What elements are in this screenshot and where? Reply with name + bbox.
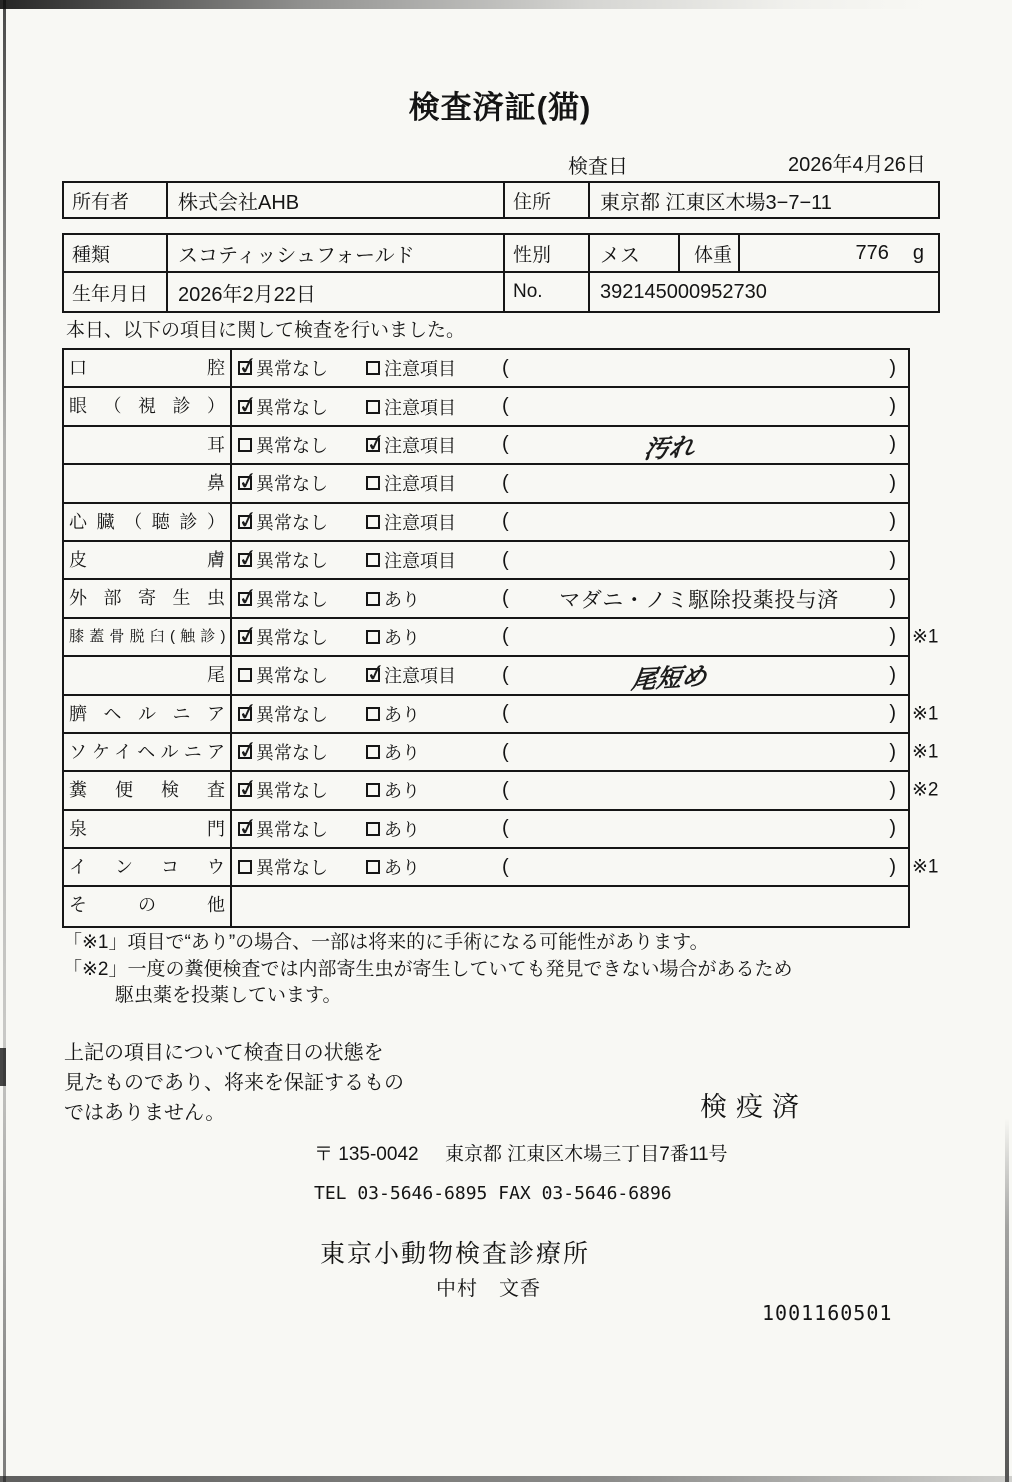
no-value: 392145000952730 [600,280,767,303]
attention-checkbox [366,400,380,414]
item-content [232,542,908,578]
owner-address-label: 住所 [505,183,590,217]
remarks-field [502,856,908,879]
paren-open: ( [502,740,509,763]
scan-artifact-left-edge [3,0,6,1482]
no-abnormality-checkbox [238,515,252,529]
checkbox-group-no-abnormality [238,547,366,573]
checkbox-group-attention [366,777,502,803]
inspection-row [64,887,908,925]
no-abnormality-label: 異常なし [256,781,328,802]
paren-close: ) [889,663,896,686]
attention-label: あり [384,781,420,802]
weight-unit: g [912,241,924,264]
attention-label: あり [384,589,420,610]
attention-checkbox [366,822,380,836]
owner-label: 所有者 [64,183,168,217]
owner-table [62,181,940,219]
item-name: 泉門 [64,811,232,847]
footnote-mark: ※1 [912,741,939,763]
attention-checkbox [366,707,380,721]
remarks-text: マダニ・ノミ駆除投薬投与済 [559,588,839,612]
birth-value: 2026年2月22日 [168,273,505,311]
paren-open: ( [502,663,509,686]
attention-label: あり [384,627,420,648]
attention-checkbox [366,476,380,490]
no-abnormality-label: 異常なし [256,551,328,572]
attention-checkbox [366,515,380,529]
inspection-date-label: 検査日 [568,156,628,178]
checkbox-group-no-abnormality [238,854,366,880]
checkbox-group-attention [366,470,502,496]
veterinarian-name: 中村 文香 [436,1278,541,1300]
pet-birth-row [64,273,938,311]
item-name: 耳 [64,427,232,463]
no-label: No. [505,273,590,311]
attention-label: 注意項目 [384,666,456,687]
attention-label: 注意項目 [384,435,456,456]
inspection-row [64,772,939,810]
no-abnormality-label: 異常なし [256,589,328,610]
paren-close: ) [889,548,896,571]
paren-close: ) [889,510,896,533]
checkbox-group-attention [366,547,502,573]
paren-close: ) [889,817,896,840]
attention-label: あり [384,819,420,840]
paren-open: ( [502,510,509,533]
paren-open: ( [502,855,509,878]
paren-close: ) [889,778,896,801]
attention-label: あり [384,704,420,725]
item-content [232,580,908,616]
no-abnormality-label: 異常なし [256,627,328,648]
attention-checkbox [366,860,380,874]
no-abnormality-checkbox [238,630,252,644]
item-name: 臍ヘルニア [64,696,232,732]
no-abnormality-checkbox [238,707,252,721]
no-abnormality-label: 異常なし [256,435,328,456]
remarks-field [502,657,908,693]
remarks-field [502,741,908,764]
checkbox-group-no-abnormality [238,586,366,612]
attention-checkbox [366,592,380,606]
item-content [232,504,908,540]
item-content [232,811,908,847]
paren-close: ) [889,740,896,763]
item-name: 眼（視診） [64,388,232,424]
no-abnormality-checkbox [238,783,252,797]
no-abnormality-label: 異常なし [256,858,328,879]
paren-close: ) [889,625,896,648]
checkbox-group-attention [366,739,502,765]
paren-close: ) [889,855,896,878]
attention-checkbox [366,783,380,797]
inspection-date-value: 2026年4月26日 [788,154,926,176]
paren-open: ( [502,433,509,456]
checkbox-group-no-abnormality [238,624,366,650]
item-name: 鼻 [64,465,232,501]
checkbox-group-no-abnormality [238,355,366,381]
no-abnormality-checkbox [238,400,252,414]
weight-label: 体重 [680,235,740,271]
item-name: 尾 [64,657,232,693]
attention-label: 注意項目 [384,474,456,495]
paren-open: ( [502,702,509,725]
checkbox-group-no-abnormality [238,701,366,727]
attention-checkbox [366,745,380,759]
sex-value: メス [590,235,680,271]
inspection-row [64,504,908,542]
no-abnormality-label: 異常なし [256,397,328,418]
attention-checkbox [366,668,380,682]
no-abnormality-checkbox [238,476,252,490]
checkbox-group-attention [366,701,502,727]
checkbox-group-no-abnormality [238,777,366,803]
inspection-table [62,348,939,928]
pet-table [62,233,940,313]
checkbox-group-no-abnormality [238,509,366,535]
paren-open: ( [502,587,509,610]
item-content [232,388,908,424]
no-abnormality-checkbox [238,860,252,874]
checkbox-group-attention [366,854,502,880]
checkbox-group-no-abnormality [238,470,366,496]
remarks-field [502,549,908,572]
remarks-field [502,817,908,840]
item-name: ソケイヘルニア [64,734,232,770]
remarks-field [502,395,908,418]
item-name: 心臓（聴診） [64,504,232,540]
remarks-field [502,427,908,463]
checkbox-group-attention [366,355,502,381]
pet-breed-row [64,235,938,273]
scan-artifact-bottom-edge [0,1476,1012,1482]
footnote-2: 「※2」一度の糞便検査では内部寄生虫が寄生していても発見できない場合があるため [63,958,793,980]
footnotes [63,930,793,1010]
attention-checkbox [366,630,380,644]
inspection-row [64,696,939,734]
checkbox-group-attention [366,586,502,612]
item-name: 皮膚 [64,542,232,578]
item-content [232,350,908,386]
clinic-name: 東京小動物検査診療所 [320,1240,591,1268]
inspection-row [64,388,908,426]
paren-open: ( [502,356,509,379]
owner-address: 東京都 江東区木場3−7−11 [600,191,832,214]
inspection-row [64,427,908,465]
item-name: その他 [64,887,232,925]
scan-artifact-right-edge [1005,1118,1009,1482]
breed-value: スコティッシュフォールド [168,235,505,271]
inspection-row [64,350,908,388]
item-name: 口腔 [64,350,232,386]
disclaimer [64,1038,404,1128]
breed-label: 種類 [64,235,168,271]
footnote-mark: ※1 [912,626,939,648]
checkbox-group-attention [366,394,502,420]
checkbox-group-attention [366,509,502,535]
paren-close: ) [889,702,896,725]
checkbox-group-no-abnormality [238,816,366,842]
no-abnormality-checkbox [238,592,252,606]
sex-label: 性別 [505,235,590,271]
document-title: 検査済証(猫) [408,90,592,125]
no-abnormality-label: 異常なし [256,474,328,495]
owner-row [64,183,938,217]
checkbox-group-no-abnormality [238,662,366,688]
paren-close: ) [889,471,896,494]
paren-open: ( [502,548,509,571]
footnote-mark: ※2 [912,779,939,801]
clinic-tel-fax: TEL 03-5646-6895 FAX 03-5646-6896 [314,1183,672,1204]
paren-open: ( [502,778,509,801]
remarks-field [502,779,908,802]
no-abnormality-label: 異常なし [256,743,328,764]
inspection-row [64,734,939,772]
no-abnormality-label: 異常なし [256,666,328,687]
attention-label: 注意項目 [384,359,456,380]
no-abnormality-checkbox [238,745,252,759]
remarks-text: 汚れ [642,433,696,464]
intro-sentence: 本日、以下の項目に関して検査を行いました。 [66,320,466,341]
no-abnormality-checkbox [238,822,252,836]
serial-number: 1001160501 [762,1301,893,1325]
inspection-row [64,580,908,618]
paren-open: ( [502,471,509,494]
inspection-row [64,542,908,580]
paren-open: ( [502,817,509,840]
weight-field [740,235,938,271]
checkbox-group-no-abnormality [238,432,366,458]
inspection-row [64,619,939,657]
checkbox-group-no-abnormality [238,739,366,765]
item-content [232,734,939,770]
quarantine-stamp: 検疫済 [700,1092,808,1122]
inspection-row [64,849,939,887]
item-content [232,657,908,693]
attention-checkbox [366,361,380,375]
paren-close: ) [889,356,896,379]
paren-close: ) [889,395,896,418]
no-abnormality-label: 異常なし [256,819,328,840]
inspection-row [64,465,908,503]
disclaimer-line-3: ではありません。 [64,1102,226,1124]
checkbox-group-attention [366,624,502,650]
disclaimer-line-1: 上記の項目について検査日の状態を [64,1042,384,1064]
footnote-mark: ※1 [912,703,939,725]
weight-value: 776 [855,241,889,264]
footnote-1: 「※1」項目で“あり”の場合、一部は将来的に手術になる可能性があります。 [63,932,709,953]
checkbox-group-no-abnormality [238,394,366,420]
no-abnormality-label: 異常なし [256,359,328,380]
paren-close: ) [889,433,896,456]
no-abnormality-checkbox [238,553,252,567]
item-content [232,696,939,732]
item-name: 糞便検査 [64,772,232,808]
item-name: 外部寄生虫 [64,580,232,616]
attention-label: 注意項目 [384,397,456,418]
clinic-address: 〒 135-0042 東京都 江東区木場三丁目7番11号 [314,1144,728,1165]
no-abnormality-label: 異常なし [256,704,328,725]
item-content [232,849,939,885]
inspection-row [64,657,908,695]
no-abnormality-checkbox [238,438,252,452]
attention-checkbox [366,438,380,452]
item-content [232,427,908,463]
paren-open: ( [502,395,509,418]
no-abnormality-checkbox [238,361,252,375]
inspection-row [64,811,908,849]
disclaimer-line-2: 見たものであり、将来を保証するもの [64,1072,404,1094]
paren-close: ) [889,587,896,610]
attention-label: あり [384,858,420,879]
scan-artifact-top-edge [0,0,1012,9]
item-content [232,465,908,501]
owner-name: 株式会社AHB [168,183,505,217]
remarks-field [502,625,908,648]
remarks-field [502,702,908,725]
scan-artifact-left-notch [0,1048,6,1086]
attention-label: 注意項目 [384,551,456,572]
item-content [232,772,939,808]
remarks-field [502,357,908,380]
attention-label: あり [384,743,420,764]
attention-checkbox [366,553,380,567]
checkbox-group-attention [366,816,502,842]
item-name: インコウ [64,849,232,885]
item-content [232,619,939,655]
remarks-field [502,510,908,533]
footnote-mark: ※1 [912,856,939,878]
no-abnormality-checkbox [238,668,252,682]
item-content [232,887,908,925]
remarks-text: 尾短め [629,662,708,695]
attention-label: 注意項目 [384,512,456,533]
remarks-field [502,472,908,495]
remarks-field [502,584,908,614]
item-name: 膝蓋骨脱臼(触診) [64,619,232,655]
birth-label: 生年月日 [64,273,168,311]
footnote-2-cont: 駆虫薬を投薬しています。 [115,985,342,1006]
no-abnormality-label: 異常なし [256,512,328,533]
paren-open: ( [502,625,509,648]
